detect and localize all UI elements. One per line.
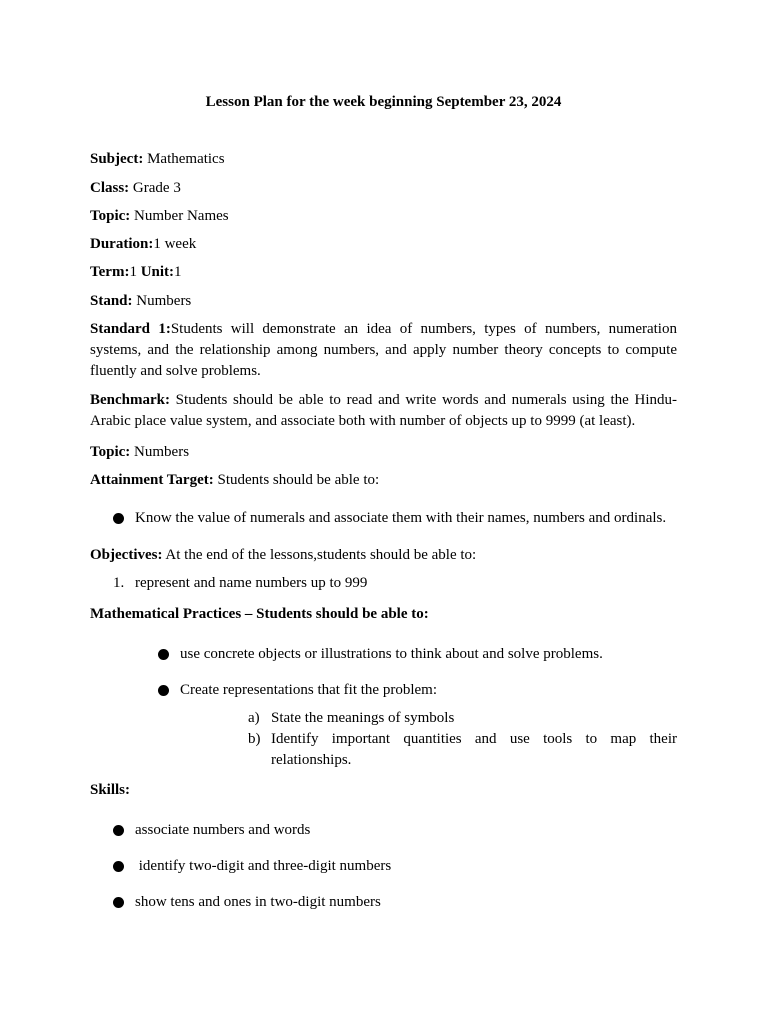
- topic-value-2: Numbers: [130, 444, 190, 460]
- skill-text: associate numbers and words: [135, 822, 311, 838]
- topic-label: Topic:: [90, 208, 131, 224]
- stand-line: [90, 291, 677, 312]
- document-page: [90, 0, 677, 1024]
- skills-heading: [90, 780, 677, 801]
- list-item: [248, 708, 677, 729]
- practices-heading: [90, 604, 677, 625]
- topic-numbers-line: [90, 442, 677, 463]
- list-item: [248, 729, 677, 771]
- objective-text: represent and name numbers up to 999: [135, 575, 368, 591]
- topic-line: [90, 206, 677, 227]
- document-title: Lesson Plan for the week beginning September 23, 2024: [205, 94, 562, 110]
- objectives-value: At the end of the lessons,students should be able to:: [162, 547, 477, 563]
- class-line: [90, 178, 677, 199]
- duration-line: [90, 234, 677, 255]
- class-label: Class:: [90, 180, 130, 196]
- attainment-line: [90, 470, 677, 491]
- bullet-icon: [158, 685, 169, 696]
- list-item: [113, 573, 673, 594]
- duration-label: Duration:: [90, 236, 154, 252]
- subject-label: Subject:: [90, 151, 144, 167]
- stand-value: Numbers: [132, 293, 192, 309]
- attainment-value: Students should be able to:: [213, 472, 380, 488]
- unit-value: 1: [174, 264, 182, 280]
- bullet-icon: [113, 861, 124, 872]
- list-letter: a): [248, 710, 260, 726]
- unit-label: Unit:: [140, 264, 175, 280]
- class-value: Grade 3: [129, 180, 181, 196]
- sub-item-text: Identify important quantities and use tools to map their relationships.: [271, 731, 677, 768]
- duration-value: 1 week: [153, 236, 197, 252]
- bullet-icon: [113, 897, 124, 908]
- list-number: 1.: [113, 575, 125, 591]
- topic-label-2: Topic:: [90, 444, 131, 460]
- term-unit-line: [90, 262, 677, 283]
- attainment-label: Attainment Target:: [90, 472, 214, 488]
- skill-text: identify two-digit and three-digit numbers: [135, 858, 392, 874]
- bullet-icon: [113, 825, 124, 836]
- subject-value: Mathematics: [143, 151, 225, 167]
- practices-heading-text: Mathematical Practices – Students should be able to:: [90, 606, 429, 622]
- practice-bullet-text: Create representations that fit the problem:: [180, 682, 437, 698]
- benchmark-text: Students should be able to read and write words and numerals using the Hindu-Arabic place value system, and associate both with number of objects up to 9999 (at least).: [90, 392, 677, 429]
- topic-value: Number Names: [130, 208, 229, 224]
- bullet-icon: [158, 649, 169, 660]
- benchmark-paragraph: [90, 390, 677, 432]
- standard-text: Students will demonstrate an idea of numbers, types of numbers, numeration systems, and the relationship among numbers, and apply number theory concepts to compute fluently and solve problems.: [90, 321, 677, 379]
- sub-item-text: State the meanings of symbols: [271, 710, 455, 726]
- term-value: 1: [129, 264, 141, 280]
- skills-heading-text: Skills:: [90, 782, 131, 798]
- list-letter: b): [248, 731, 261, 747]
- stand-label: Stand:: [90, 293, 133, 309]
- objectives-label: Objectives:: [90, 547, 163, 563]
- benchmark-label: Benchmark:: [90, 392, 170, 408]
- skill-text: show tens and ones in two-digit numbers: [135, 894, 381, 910]
- attainment-bullet-text: Know the value of numerals and associate them with their names, numbers and ordinals.: [135, 510, 667, 526]
- objectives-line: [90, 545, 677, 566]
- bullet-icon: [113, 513, 124, 524]
- practice-bullet-text: use concrete objects or illustrations to think about and solve problems.: [180, 646, 603, 662]
- standard-label: Standard 1:: [90, 321, 171, 337]
- term-label: Term:: [90, 264, 130, 280]
- standard-paragraph: [90, 319, 677, 382]
- subject-line: [90, 149, 677, 170]
